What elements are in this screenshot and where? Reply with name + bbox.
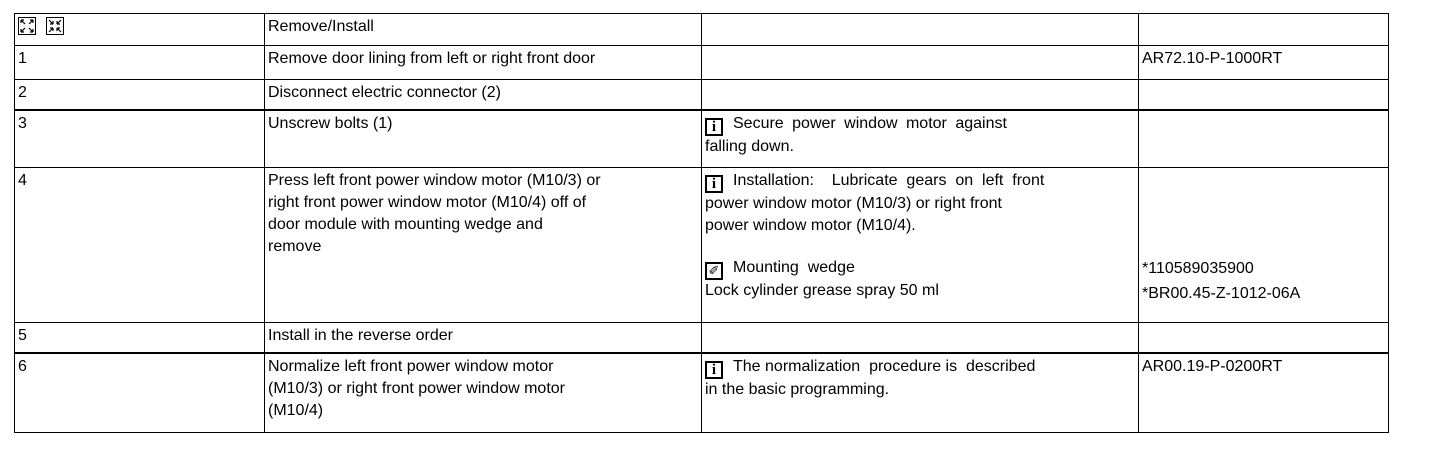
table-row (15, 80, 1389, 111)
info-icon[interactable]: i (705, 361, 723, 379)
step-number: 3 (15, 110, 265, 168)
table-row (15, 323, 1389, 354)
collapse-arrows-icon[interactable] (46, 17, 64, 35)
tool-number[interactable]: *110589035900 (1142, 260, 1254, 277)
table-row (15, 168, 1389, 323)
step-number: 5 (15, 323, 265, 354)
step-note: i Installation: Lubricate gears on left front power window motor (M10/3) or right front power window motor (M10/4). ✐ Mounting wedge Lock cylinder grease spray 50 ml (702, 168, 1139, 323)
step-parts-cell (1139, 168, 1389, 323)
step-note: i Secure power window motor against falling down. (702, 110, 1139, 168)
step-action: Remove door lining from left or right front door (265, 46, 702, 80)
table-header-row (15, 14, 1389, 46)
step-number: 2 (15, 80, 265, 111)
special-tool-icon[interactable]: ✐ (705, 262, 723, 280)
step-reference[interactable]: AR00.19-P-0200RT (1139, 353, 1389, 433)
step-action: Disconnect electric connector (2) (265, 80, 702, 111)
info-icon[interactable]: i (705, 175, 723, 193)
step-number: 4 (15, 168, 265, 323)
step-reference[interactable]: AR72.10-P-1000RT (1139, 46, 1389, 80)
step-number: 6 (15, 353, 265, 433)
procedure-table (14, 13, 1389, 433)
step-action: Install in the reverse order (265, 323, 702, 354)
info-icon[interactable]: i (705, 118, 723, 136)
step-action: Press left front power window motor (M10/3) or right front power window motor (M10/4) off of door module with mounting wedge and remove (265, 168, 702, 323)
header-icons-cell (15, 14, 265, 46)
step-number: 1 (15, 46, 265, 80)
step-note: i The normalization procedure is described in the basic programming. (702, 353, 1139, 433)
step-action: Unscrew bolts (1) (265, 110, 702, 168)
table-row (15, 110, 1389, 168)
step-action: Normalize left front power window motor (M10/3) or right front power window motor (M10/4) (265, 353, 702, 433)
table-row (15, 46, 1389, 80)
header-title: Remove/Install (265, 14, 702, 46)
table-row (15, 353, 1389, 433)
expand-arrows-icon[interactable] (18, 17, 36, 35)
grease-number[interactable]: *BR00.45-Z-1012-06A (1142, 285, 1301, 302)
